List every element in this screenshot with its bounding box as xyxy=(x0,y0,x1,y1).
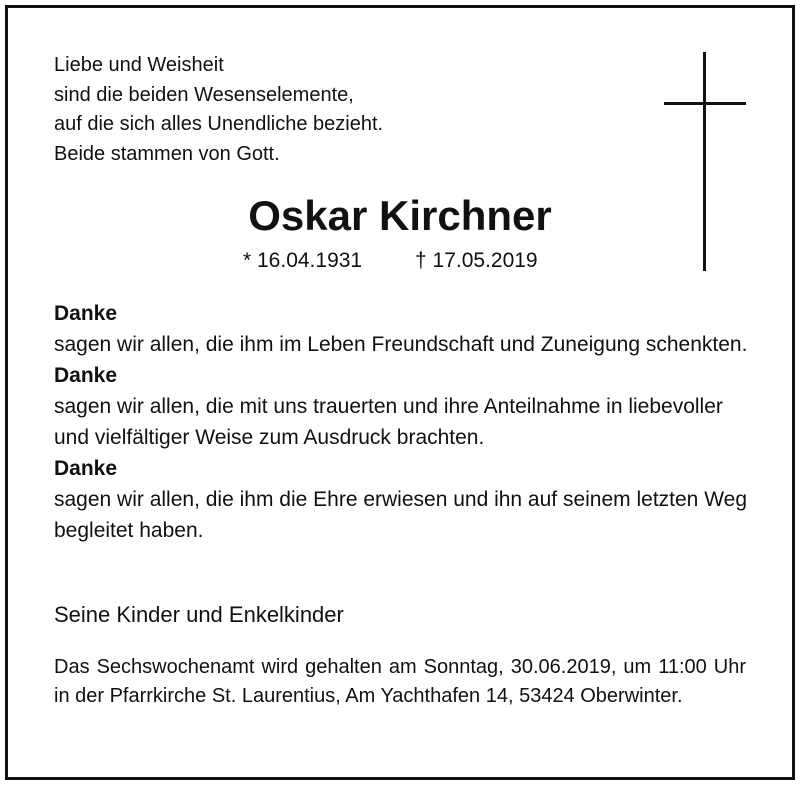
poem-line: Beide stammen von Gott. xyxy=(54,142,280,165)
deceased-name: Oskar Kirchner xyxy=(248,192,552,239)
poem xyxy=(54,51,383,169)
poem-line: sind die beiden Wesenselemente, xyxy=(54,83,354,106)
thanks-text: sagen wir allen, die ihm im Leben Freundschaft und Zuneigung schenkten. xyxy=(54,333,748,356)
thanks-heading: Danke xyxy=(54,302,118,325)
poem-line: auf die sich alles Unendliche bezieht. xyxy=(54,113,384,135)
poem-line: Liebe und Weisheit xyxy=(54,54,224,76)
thanks-text: sagen wir allen, die mit uns trauerten und ihre Anteilnahme in liebevoller und vielfältiger Weise zum Ausdruck brachten. xyxy=(54,395,723,449)
thanks-heading: Danke xyxy=(54,457,118,480)
mourners-signature: Seine Kinder und Enkelkinder xyxy=(54,602,344,627)
thanks-section xyxy=(54,298,754,546)
death-date: † 17.05.2019 xyxy=(415,249,538,272)
birth-date: * 16.04.1931 xyxy=(243,249,363,272)
cross-icon-horizontal xyxy=(664,102,746,105)
thanks-text: sagen wir allen, die ihm die Ehre erwiesen und ihn auf seinem letzten Weg begleitet haben. xyxy=(54,488,747,542)
thanks-heading: Danke xyxy=(54,364,118,387)
mass-notice: Das Sechswochenamt wird gehalten am Sonntag, 30.06.2019, um 11:00 Uhr in der Pfarrkirche St. Laurentius, Am Yachthafen 14, 53424 Oberwinter. xyxy=(54,656,746,707)
